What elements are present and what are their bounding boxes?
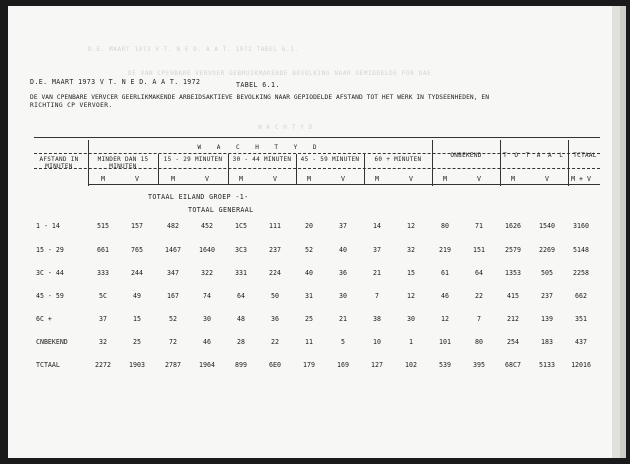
table-cell: 64: [475, 269, 483, 277]
table-cell: 74: [203, 292, 211, 300]
table-cell: 333: [97, 269, 109, 277]
table-cell: 48: [237, 315, 245, 323]
table-number: TABEL 6.1.: [236, 81, 280, 89]
table-cell: 25: [305, 315, 313, 323]
group-header: MINDER DAN 15 MINUTEN: [97, 156, 149, 170]
table-cell: 38: [373, 315, 381, 323]
table-cell: 2272: [95, 361, 111, 369]
row-label: 45 - 59: [36, 292, 64, 300]
table-cell: 14: [373, 222, 381, 230]
table-cell: 12016: [571, 361, 591, 369]
table-title: DE VAN CPENBARE VERVCER GEERLIKMAKENDE ARBEIDSAKTIEVE BEVOLKING NAAR GEPIODELDE AFSTAND TOT HET WERK IN TYDSEENHEDEN, EN: [30, 94, 490, 101]
table-cell: 3160: [573, 222, 589, 230]
table-cell: 15: [407, 269, 415, 277]
row-label: 15 - 29: [36, 246, 64, 254]
table-cell: 1626: [505, 222, 521, 230]
table-cell: 37: [99, 315, 107, 323]
table-cell: 10: [373, 338, 381, 346]
table-top-rule: [34, 137, 600, 138]
table-cell: 139: [541, 315, 553, 323]
table-cell: 22: [271, 338, 279, 346]
table-cell: 64: [237, 292, 245, 300]
row-label: TCTAAL: [36, 361, 60, 369]
table-cell: 765: [131, 246, 143, 254]
table-cell: 68C7: [505, 361, 521, 369]
table-cell: 25: [133, 338, 141, 346]
table-cell: 169: [337, 361, 349, 369]
table-cell: 127: [371, 361, 383, 369]
table-cell: 61: [441, 269, 449, 277]
table-cell: 28: [237, 338, 245, 346]
table-cell: 49: [133, 292, 141, 300]
table-cell: 452: [201, 222, 213, 230]
table-rule: [88, 184, 600, 185]
table-cell: 46: [203, 338, 211, 346]
subheader-cell: M: [171, 175, 175, 183]
table-cell: 12: [407, 222, 415, 230]
subheader-cell: V: [341, 175, 345, 183]
row-label: 3C - 44: [36, 269, 64, 277]
table-cell: 71: [475, 222, 483, 230]
table-cell: 244: [131, 269, 143, 277]
table-cell: 5133: [539, 361, 555, 369]
table-cell: 219: [439, 246, 451, 254]
table-cell: 1640: [199, 246, 215, 254]
table-cell: 7: [477, 315, 481, 323]
table-cell: 5: [341, 338, 345, 346]
table-cell: 151: [473, 246, 485, 254]
row-label: CNBEKEND: [36, 338, 68, 346]
subheader-cell: V: [205, 175, 209, 183]
subheader-cell: M + V: [571, 175, 591, 183]
table-cell: 32: [99, 338, 107, 346]
ghost-text: D.E. MAART 1973 V T. N E D. A A T. 1972 TABEL 6.1.: [88, 46, 299, 53]
ghost-text: W A C H T Y D: [258, 124, 313, 131]
table-cell: 224: [269, 269, 281, 277]
table-cell: 2579: [505, 246, 521, 254]
table-cell: 539: [439, 361, 451, 369]
ghost-text: DE VAN CPENBARE VERVOER GEBRUIKMAKENDE BEVOLKING NAAR GEMIDDELDE FOR DAE: [128, 70, 432, 77]
subheader-cell: M: [375, 175, 379, 183]
group-header: 30 - 44 MINUTEN: [232, 156, 292, 163]
table-cell: 111: [269, 222, 281, 230]
stub-header: AFSTAND IN MINUTEN: [39, 156, 79, 170]
table-cell: 237: [269, 246, 281, 254]
group-header: 15 - 29 MINUTEN: [163, 156, 223, 163]
table-cell: 661: [97, 246, 109, 254]
group-header: T O T A A L: [503, 152, 565, 159]
document-page: [8, 6, 612, 458]
table-cell: 899: [235, 361, 247, 369]
table-cell: 52: [305, 246, 313, 254]
table-cell: 72: [169, 338, 177, 346]
subheader-cell: M: [101, 175, 105, 183]
subheader-cell: M: [239, 175, 243, 183]
table-cell: 2258: [573, 269, 589, 277]
table-cell: 30: [407, 315, 415, 323]
table-cell: 46: [441, 292, 449, 300]
subheader-cell: M: [307, 175, 311, 183]
table-cell: 322: [201, 269, 213, 277]
row-label: 6C +: [36, 315, 52, 323]
table-cell: 212: [507, 315, 519, 323]
table-cell: 347: [167, 269, 179, 277]
subheader-cell: V: [273, 175, 277, 183]
table-cell: 15: [133, 315, 141, 323]
table-title-continued: RICHTING CP VERVOER.: [30, 102, 113, 109]
subheader-cell: V: [409, 175, 413, 183]
subheader-cell: V: [545, 175, 549, 183]
table-cell: 80: [475, 338, 483, 346]
subheader-cell: M: [443, 175, 447, 183]
table-cell: 22: [475, 292, 483, 300]
table-cell: 3C3: [235, 246, 247, 254]
table-cell: 36: [339, 269, 347, 277]
table-cell: 5C: [99, 292, 107, 300]
table-cell: 2787: [165, 361, 181, 369]
table-cell: 36: [271, 315, 279, 323]
subheader-cell: M: [511, 175, 515, 183]
subheader-cell: V: [477, 175, 481, 183]
section-label: TOTAAL EILAND GROEP -1-: [148, 193, 249, 201]
table-cell: 254: [507, 338, 519, 346]
group-header: 45 - 59 MINUTEN: [300, 156, 360, 163]
table-cell: 5148: [573, 246, 589, 254]
table-cell: 1: [409, 338, 413, 346]
section-sublabel: TOTAAL GENERAAL: [188, 206, 254, 214]
table-cell: 12: [407, 292, 415, 300]
wachttyd-header: W A C H T Y D: [197, 144, 323, 151]
table-cell: 40: [339, 246, 347, 254]
table-cell: 30: [203, 315, 211, 323]
table-cell: 40: [305, 269, 313, 277]
table-cell: 515: [97, 222, 109, 230]
table-cell: 21: [373, 269, 381, 277]
table-cell: 505: [541, 269, 553, 277]
group-header: 60 + MINUTEN: [374, 156, 422, 163]
table-cell: 7: [375, 292, 379, 300]
table-cell: 101: [439, 338, 451, 346]
table-cell: 102: [405, 361, 417, 369]
table-cell: 1353: [505, 269, 521, 277]
document-header-line: D.E. MAART 1973 V T. N E D. A A T. 1972: [30, 78, 201, 86]
table-cell: 1540: [539, 222, 555, 230]
table-cell: 11: [305, 338, 313, 346]
table-cell: 662: [575, 292, 587, 300]
table-cell: 37: [373, 246, 381, 254]
table-cell: 157: [131, 222, 143, 230]
table-cell: 37: [339, 222, 347, 230]
table-cell: 1467: [165, 246, 181, 254]
row-label: 1 - 14: [36, 222, 60, 230]
table-cell: 80: [441, 222, 449, 230]
table-cell: 52: [169, 315, 177, 323]
table-cell: 437: [575, 338, 587, 346]
table-cell: 183: [541, 338, 553, 346]
group-header: ONBEKEND: [450, 152, 482, 159]
table-cell: 237: [541, 292, 553, 300]
table-cell: 6E0: [269, 361, 281, 369]
table-cell: 30: [339, 292, 347, 300]
table-cell: 415: [507, 292, 519, 300]
group-header: TCTAAL: [573, 152, 597, 159]
table-cell: 31: [305, 292, 313, 300]
table-cell: 2269: [539, 246, 555, 254]
subheader-cell: V: [135, 175, 139, 183]
table-cell: 1964: [199, 361, 215, 369]
table-cell: 50: [271, 292, 279, 300]
table-cell: 167: [167, 292, 179, 300]
table-cell: 351: [575, 315, 587, 323]
table-cell: 20: [305, 222, 313, 230]
table-cell: 1C5: [235, 222, 247, 230]
table-cell: 331: [235, 269, 247, 277]
table-cell: 1903: [129, 361, 145, 369]
table-cell: 12: [441, 315, 449, 323]
table-cell: 482: [167, 222, 179, 230]
table-cell: 32: [407, 246, 415, 254]
table-cell: 179: [303, 361, 315, 369]
table-cell: 21: [339, 315, 347, 323]
table-cell: 395: [473, 361, 485, 369]
